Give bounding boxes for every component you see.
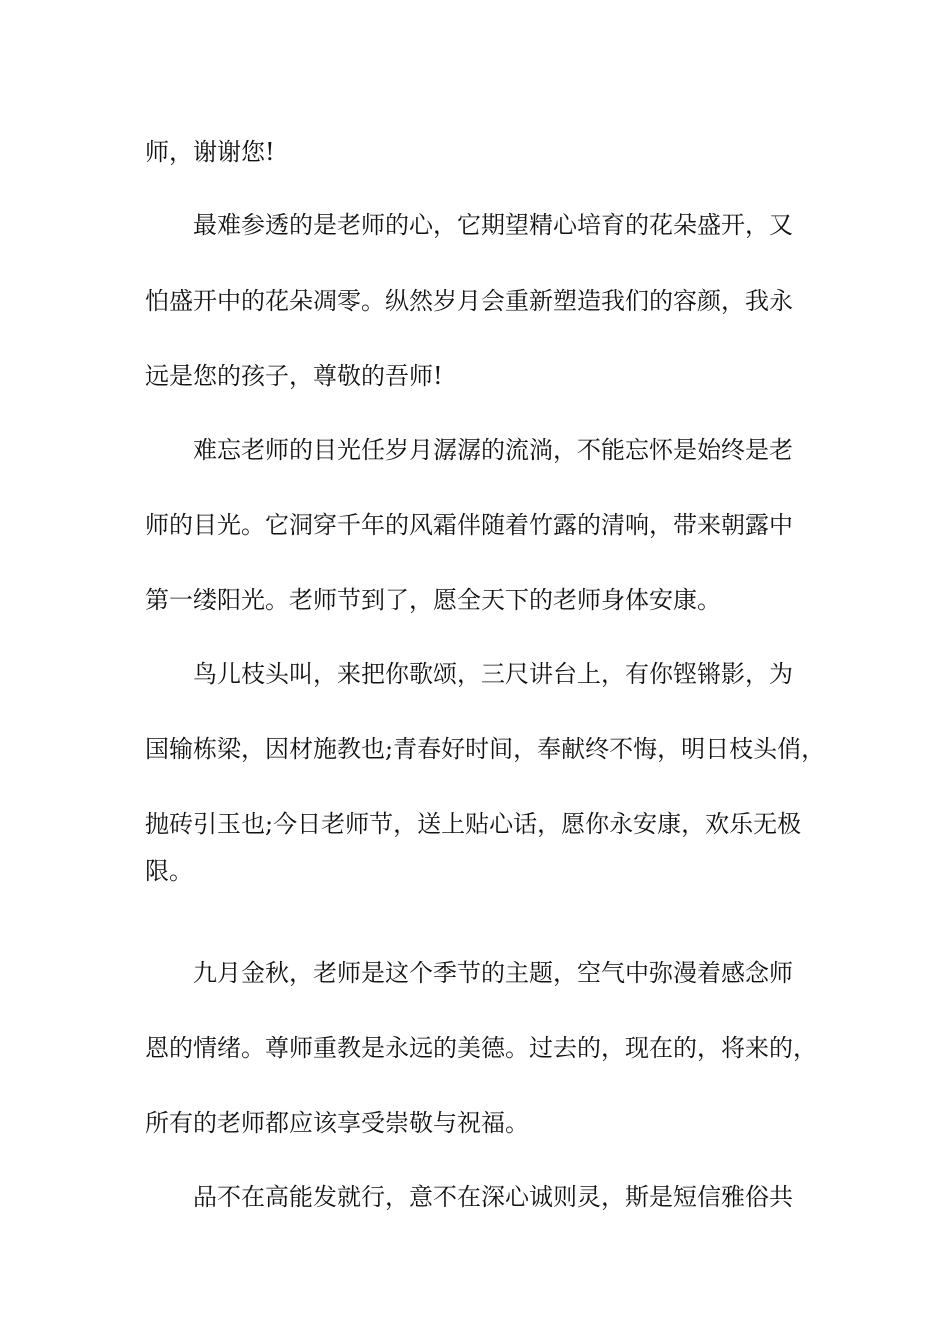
- text-line: 远是您的孩子，尊敬的吾师!: [145, 362, 443, 390]
- text-line: 师，谢谢您!: [145, 138, 275, 166]
- text-line: 限。: [145, 857, 193, 885]
- paragraph-first-line: 最难参透的是老师的心，它期望精心培育的花朵盛开，又: [193, 211, 793, 239]
- text-line: 恩的情绪。尊师重教是永远的美德。过去的，现在的，将来的，: [145, 1034, 817, 1062]
- paragraph-first-line: 品不在高能发就行，意不在深心诚则灵，斯是短信雅俗共: [193, 1183, 793, 1211]
- paragraph-first-line: 鸟儿枝头叫，来把你歌颂，三尺讲台上，有你铿锵影，为: [193, 660, 793, 688]
- text-line: 怕盛开中的花朵凋零。纵然岁月会重新塑造我们的容颜，我永: [145, 287, 793, 315]
- text-line: 第一缕阳光。老师节到了，愿全天下的老师身体安康。: [145, 586, 721, 614]
- paragraph-first-line: 九月金秋，老师是这个季节的主题，空气中弥漫着感念师: [193, 959, 793, 987]
- text-line: 国输栋梁，因材施教也;青春好时间，奉献终不悔，明日枝头俏，: [145, 735, 825, 763]
- text-line: 师的目光。它洞穿千年的风霜伴随着竹露的清响，带来朝露中: [145, 511, 793, 539]
- text-line: 所有的老师都应该享受崇敬与祝福。: [145, 1109, 529, 1137]
- text-line: 抛砖引玉也;今日老师节，送上贴心话，愿你永安康，欢乐无极: [145, 810, 802, 838]
- paragraph-first-line: 难忘老师的目光任岁月潺潺的流淌，不能忘怀是始终是老: [193, 436, 793, 464]
